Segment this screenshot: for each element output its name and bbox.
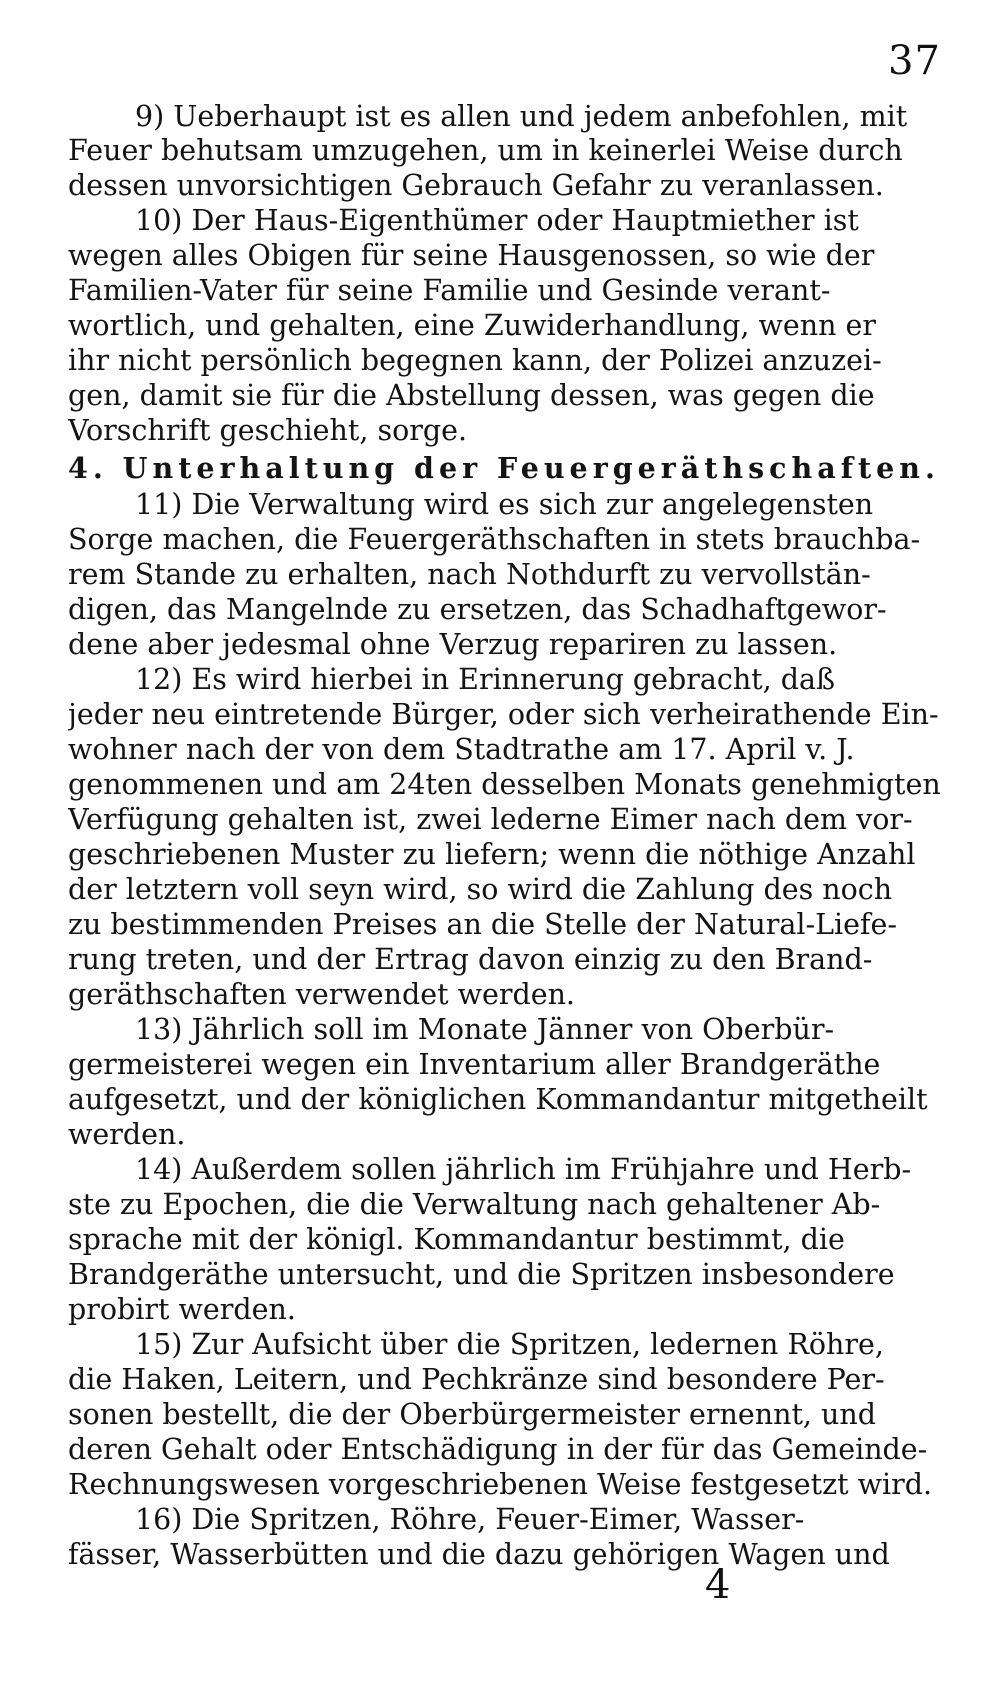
text-line: 14) Außerdem sollen jährlich im Frühjahre und Herb- bbox=[135, 1153, 912, 1186]
text-line: Sorge machen, die Feuergeräthschaften in stets brauchba- bbox=[68, 523, 921, 556]
text-line: 15) Zur Aufsicht über die Spritzen, ledernen Röhre, bbox=[135, 1328, 884, 1361]
text-line: wortlich, und gehalten, eine Zuwiderhandlung, wenn er bbox=[68, 309, 876, 342]
text-line: geschriebenen Muster zu liefern; wenn die nöthige Anzahl bbox=[68, 838, 916, 871]
text-line: Familien-Vater für seine Familie und Gesinde verant- bbox=[68, 274, 831, 307]
text-line: zu bestimmenden Preises an die Stelle der Natural-Liefe- bbox=[68, 908, 898, 941]
text-line: 12) Es wird hierbei in Erinnerung gebracht, daß bbox=[135, 663, 836, 696]
text-line: der letztern voll seyn wird, so wird die Zahlung des noch bbox=[68, 873, 893, 906]
text-line: 11) Die Verwaltung wird es sich zur angelegensten bbox=[135, 488, 874, 521]
text-line: 13) Jährlich soll im Monate Jänner von Oberbür- bbox=[135, 1013, 835, 1046]
text-line: deren Gehalt oder Entschädigung in der für das Gemeinde- bbox=[68, 1433, 928, 1466]
text-line: dene aber jedesmal ohne Verzug repariren zu lassen. bbox=[68, 628, 838, 661]
text-line: sprache mit der königl. Kommandantur bestimmt, die bbox=[68, 1223, 845, 1256]
text-line: werden. bbox=[68, 1118, 186, 1151]
text-line: ihr nicht persönlich begegnen kann, der Polizei anzuzei- bbox=[68, 344, 882, 377]
text-line: jeder neu eintretende Bürger, oder sich verheirathende Ein- bbox=[68, 698, 939, 731]
text-line: Verfügung gehalten ist, zwei lederne Eimer nach dem vor- bbox=[68, 803, 913, 836]
text-line: geräthschaften verwendet werden. bbox=[68, 978, 575, 1011]
text-line: aufgesetzt, und der königlichen Kommandantur mitgetheilt bbox=[68, 1083, 928, 1116]
page-number: 37 bbox=[888, 38, 941, 84]
text-line: 16) Die Spritzen, Röhre, Feuer-Eimer, Wasser- bbox=[135, 1503, 805, 1536]
text-line: 9) Ueberhaupt ist es allen und jedem anbefohlen, mit bbox=[135, 100, 908, 133]
signature-mark: 4 bbox=[705, 1562, 731, 1608]
text-line: Vorschrift geschieht, sorge. bbox=[68, 414, 468, 447]
text-line: 10) Der Haus-Eigenthümer oder Hauptmiether ist bbox=[135, 204, 859, 237]
text-line: die Haken, Leitern, und Pechkränze sind besondere Per- bbox=[68, 1363, 885, 1396]
text-line: wegen alles Obigen für seine Hausgenossen, so wie der bbox=[68, 239, 875, 272]
text-line: rem Stande zu erhalten, nach Nothdurft zu vervollstän- bbox=[68, 558, 871, 591]
text-line: sonen bestellt, die der Oberbürgermeister ernennt, und bbox=[68, 1398, 876, 1431]
text-line: probirt werden. bbox=[68, 1293, 296, 1326]
text-line: gen, damit sie für die Abstellung dessen, was gegen die bbox=[68, 379, 875, 412]
text-line: dessen unvorsichtigen Gebrauch Gefahr zu veranlassen. bbox=[68, 169, 884, 202]
text-line: ste zu Epochen, die die Verwaltung nach gehaltener Ab- bbox=[68, 1188, 881, 1221]
text-line: wohner nach der von dem Stadtrathe am 17. April v. J. bbox=[68, 733, 855, 766]
text-line: germeisterei wegen ein Inventarium aller Brandgeräthe bbox=[68, 1048, 881, 1081]
text-line: fässer, Wasserbütten und die dazu gehörigen Wagen und bbox=[68, 1538, 890, 1571]
section-heading: 4. Unterhaltung der Feuergeräthschaften. bbox=[68, 452, 940, 485]
text-line: Rechnungswesen vorgeschriebenen Weise festgesetzt wird. bbox=[68, 1468, 933, 1501]
text-line: digen, das Mangelnde zu ersetzen, das Schadhaftgewor- bbox=[68, 593, 887, 626]
text-line: Feuer behutsam umzugehen, um in keinerlei Weise durch bbox=[68, 134, 903, 167]
text-line: rung treten, und der Ertrag davon einzig zu den Brand- bbox=[68, 943, 873, 976]
text-line: Brandgeräthe untersucht, und die Spritzen insbesondere bbox=[68, 1258, 895, 1291]
text-line: genommenen und am 24ten desselben Monats genehmigten bbox=[68, 768, 941, 801]
